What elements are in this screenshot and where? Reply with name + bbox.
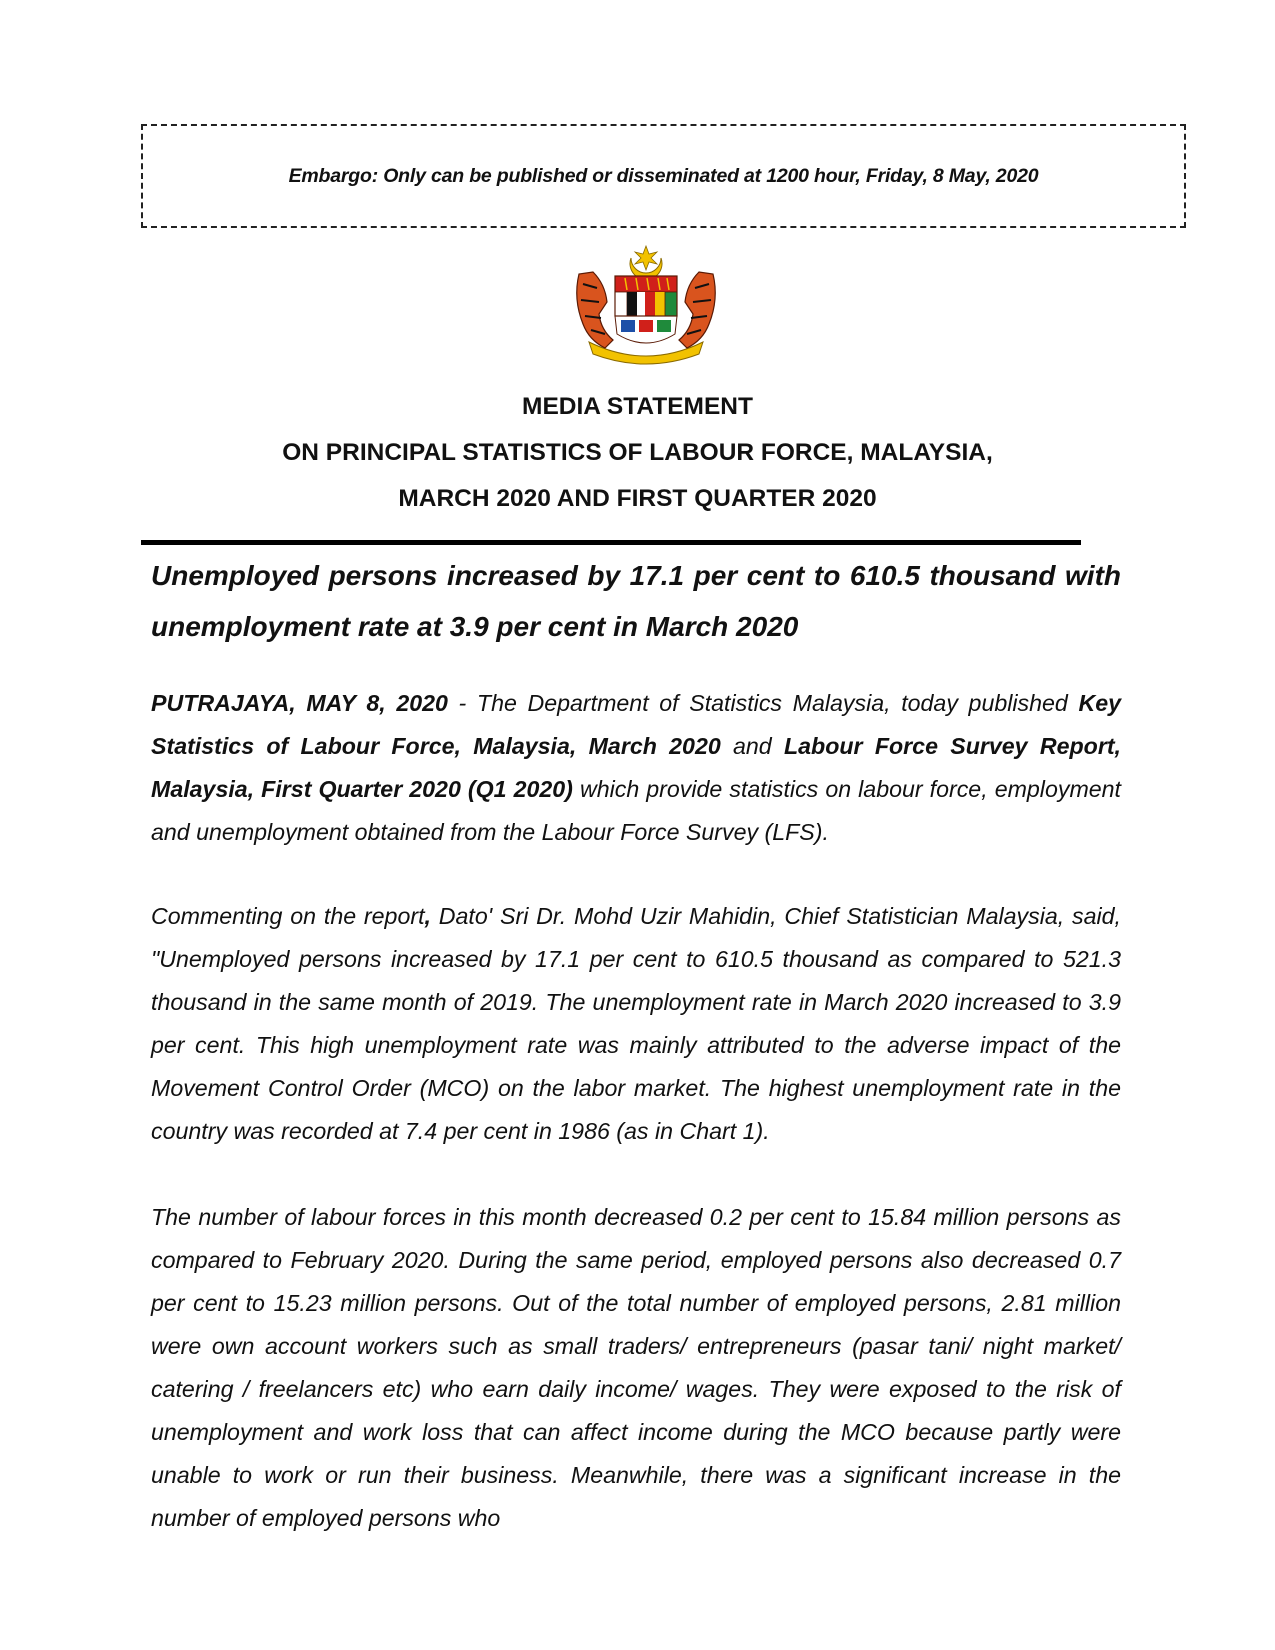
paragraph-1-text-e: which provide statistics on labour force, employment and unemployment obtained from the Labour Force Survey (LFS). bbox=[151, 776, 1121, 845]
paragraph-2-comma: , bbox=[424, 903, 431, 929]
paragraph-2-text-a: Commenting on the report bbox=[151, 903, 425, 929]
divider-rule bbox=[141, 540, 1081, 545]
paragraph-1-text-c: and bbox=[720, 733, 784, 759]
embargo-box bbox=[141, 124, 1186, 228]
paragraph-2 bbox=[151, 895, 1121, 1153]
title-line-3: MARCH 2020 AND FIRST QUARTER 2020 bbox=[398, 485, 877, 512]
title-line-2: ON PRINCIPAL STATISTICS OF LABOUR FORCE, MALAYSIA, bbox=[282, 439, 993, 466]
title-line-1: MEDIA STATEMENT bbox=[522, 393, 753, 420]
paragraph-3: The number of labour forces in this month decreased 0.2 per cent to 15.84 million persons as compared to February 2020. During the same period, employed persons also decreased 0.7 per cent to 15.23 million persons. Out of the total number of employed persons, 2.81 million were own account workers such as small traders/ entrepreneurs (pasar tani/ night market/ catering / freelancers etc) who earn daily income/ wages. They were exposed to the risk of unemployment and work loss that can affect income during the MCO because partly were unable to work or run their business. Meanwhile, there was a significant increase in the number of employed persons who bbox=[151, 1204, 1121, 1531]
dateline: PUTRAJAYA, MAY 8, 2020 bbox=[151, 690, 448, 716]
paragraph-1-text-a: - The Department of Statistics Malaysia, today published bbox=[447, 690, 1079, 716]
title-block bbox=[0, 384, 1275, 522]
paragraph-2-text-b: Dato' Sri Dr. Mohd Uzir Mahidin, Chief Statistician Malaysia, said, "Unemployed persons increased by 17.1 per cent to 610.5 thousand as compared to 521.3 thousand in the same month of 2019. The unemployment rate in March 2020 increased to 3.9 per cent. This high unemployment rate was mainly attributed to the adverse impact of the Movement Control Order (MCO) on the labor market. The highest unemployment rate in the country was recorded at 7.4 per cent in 1986 (as in Chart 1). bbox=[151, 903, 1121, 1144]
headline: Unemployed persons increased by 17.1 per cent to 610.5 thousand with unemployment rate at 3.9 per cent in March 2020 bbox=[151, 560, 1121, 642]
paragraph-1 bbox=[151, 682, 1121, 854]
malaysia-coat-of-arms-icon bbox=[571, 244, 721, 366]
report-title-key-statistics: Key Statistics of Labour Force, Malaysia, March 2020 bbox=[151, 690, 1121, 759]
report-title-lfs-report: Labour Force Survey Report, Malaysia, First Quarter 2020 (Q1 2020) bbox=[151, 733, 1122, 802]
embargo-text: Embargo: Only can be published or disseminated at 1200 hour, Friday, 8 May, 2020 bbox=[288, 164, 1039, 187]
